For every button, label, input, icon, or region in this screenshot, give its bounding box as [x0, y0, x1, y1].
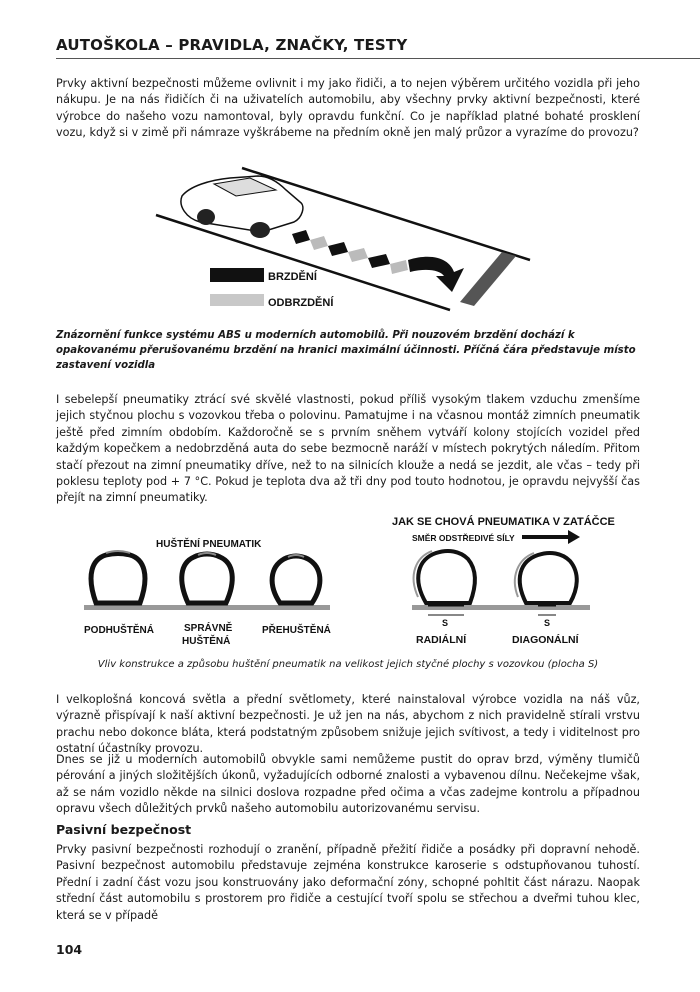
tire-underinflated [91, 551, 145, 603]
contact-symbol-radial: S [442, 618, 449, 628]
tire-cornering-title: JAK SE CHOVÁ PNEUMATIKA V ZATÁČCE [392, 516, 615, 528]
label-diagonal: DIAGONÁLNÍ [512, 634, 579, 646]
tire-inflation-title: HUŠTĚNÍ PNEUMATIK [156, 539, 262, 550]
road-surface-left [84, 605, 330, 610]
tire-correct [182, 553, 233, 603]
contact-symbol-diagonal: S [544, 618, 551, 628]
stop-line [460, 252, 516, 306]
label-overinflated: PŘEHUŠTĚNÁ [262, 625, 331, 636]
centrifugal-arrow-icon [522, 530, 580, 544]
figure1-caption: Znázornění funkce systému ABS u moderních automobilů. Při nouzovém brzdění dochází k opakovanému přerušovanému brzdění na hranici maximální účinnosti. Příčná čára představuje místo zastavení vozidla [56, 330, 636, 371]
label-radial: RADIÁLNÍ [416, 634, 467, 646]
header-rule [56, 58, 700, 59]
legend-release-swatch [210, 294, 264, 306]
figure2-caption: Vliv konstrukce a způsobu huštění pneumatik na velikost jejich styčné plochy s vozovkou (plocha S) [97, 659, 599, 670]
legend-braking-label: BRZDĚNÍ [268, 271, 317, 283]
legend-release-label: ODBRZDĚNÍ [268, 297, 334, 309]
tire-radial [414, 551, 475, 628]
label-underinflated: PODHUŠTĚNÁ [84, 625, 155, 636]
abs-braking-figure [150, 160, 550, 320]
running-header: AUTOŠKOLA – PRAVIDLA, ZNAČKY, TESTY [56, 36, 408, 54]
paragraph-passive-safety: Prvky pasivní bezpečnosti rozhodují o zranění, případně přežití řidiče a posádky při dopravní nehodě. Pasivní bezpečnost automobilu představuje zejména konstrukce karoserie s odstupňovanou tuhostí. Přední i zadní část vozu jsou konstruovány jako deformační zóny, schopné pohltit část nárazu. Naopak střední část automobilu s prostorem pro řidiče a cestující tvoří spolu se střechou a dveřmi tuhou klec, která se v případě [56, 843, 640, 922]
paragraph-service: Dnes se již u moderních automobilů obvykle sami nemůžeme pustit do oprav brzd, výměny tlumičů pérování a jiných složitějších úkonů, vyžadujících odborné znalosti a vybavenou dílnu. Nečekejme však, až se nám vozidlo někde na silnici doslova rozpadne před očima a včas zadejme kontrolu a případnou opravu všech důležitých prvků našeho automobilu autorizovanému servisu. [56, 753, 640, 816]
paragraph-lights: I velkoplošná koncová světla a přední světlomety, které nainstaloval výrobce vozidla na náš vůz, výrazně přispívají k naší aktivní bezpečnosti. Je už jen na nás, abychom z nich pravidelně stírali vrstvu prachu nebo dokonce bláta, která podstatným způsobem snižuje jejich svítivost, a tedy i viditelnost pro ostatní účastníky provozu. [56, 693, 640, 756]
page-number: 104 [56, 942, 83, 957]
label-correct-2: HUŠTĚNÁ [182, 636, 231, 647]
paragraph-active-safety-intro: Prvky aktivní bezpečnosti můžeme ovlivnit i my jako řidiči, a to nejen výběrem určitého vozidla při jeho nákupu. Je na nás řidičích či na uživatelích automobilu, aby všechny prvky aktivní bezpečnosti, které výrobce do našeho vozu namontoval, byly opravdu funkční. Co je například platné bohaté prosklení vozu, když si v zimě při námraze vyškrábeme na předním okně jen malý průzor a vyrazíme do provozu? [56, 77, 640, 140]
skid-trail [292, 230, 464, 292]
section-heading-passive-safety: Pasivní bezpečnost [56, 822, 192, 837]
tire-figure [56, 505, 644, 655]
label-correct-1: SPRÁVNĚ [184, 623, 233, 634]
legend-braking-swatch [210, 268, 264, 282]
tire-diagonal [515, 553, 577, 628]
tire-overinflated [272, 555, 320, 603]
paragraph-tires: I sebelepší pneumatiky ztrácí své skvělé vlastnosti, pokud příliš vysokým tlakem vzduchu zmenšíme jejich styčnou plochu s vozovkou třeba o polovinu. Pamatujme i na včasnou montáž zimních pneumatik ještě před zimním obdobím. Každoročně se s prvním sněhem vytváří kolony stojících vozidel před každým kopečkem a nedobrzděná auta do sebe bezmocně naráží v místech pokrytých náledím. Přitom stačí přezout na zimní pneumatiky dříve, než to na silnicích klouže a nedá se jezdit, ale včas – tedy při poklesu teploty pod + 7 °C. Pokud je teplota dva až tři dny pod touto hodnotou, je opravdu nejvyšší čas přejít na zimní pneumatiky. [56, 393, 640, 505]
centrifugal-force-label: SMĚR ODSTŘEDIVÉ SÍLY [412, 533, 515, 543]
